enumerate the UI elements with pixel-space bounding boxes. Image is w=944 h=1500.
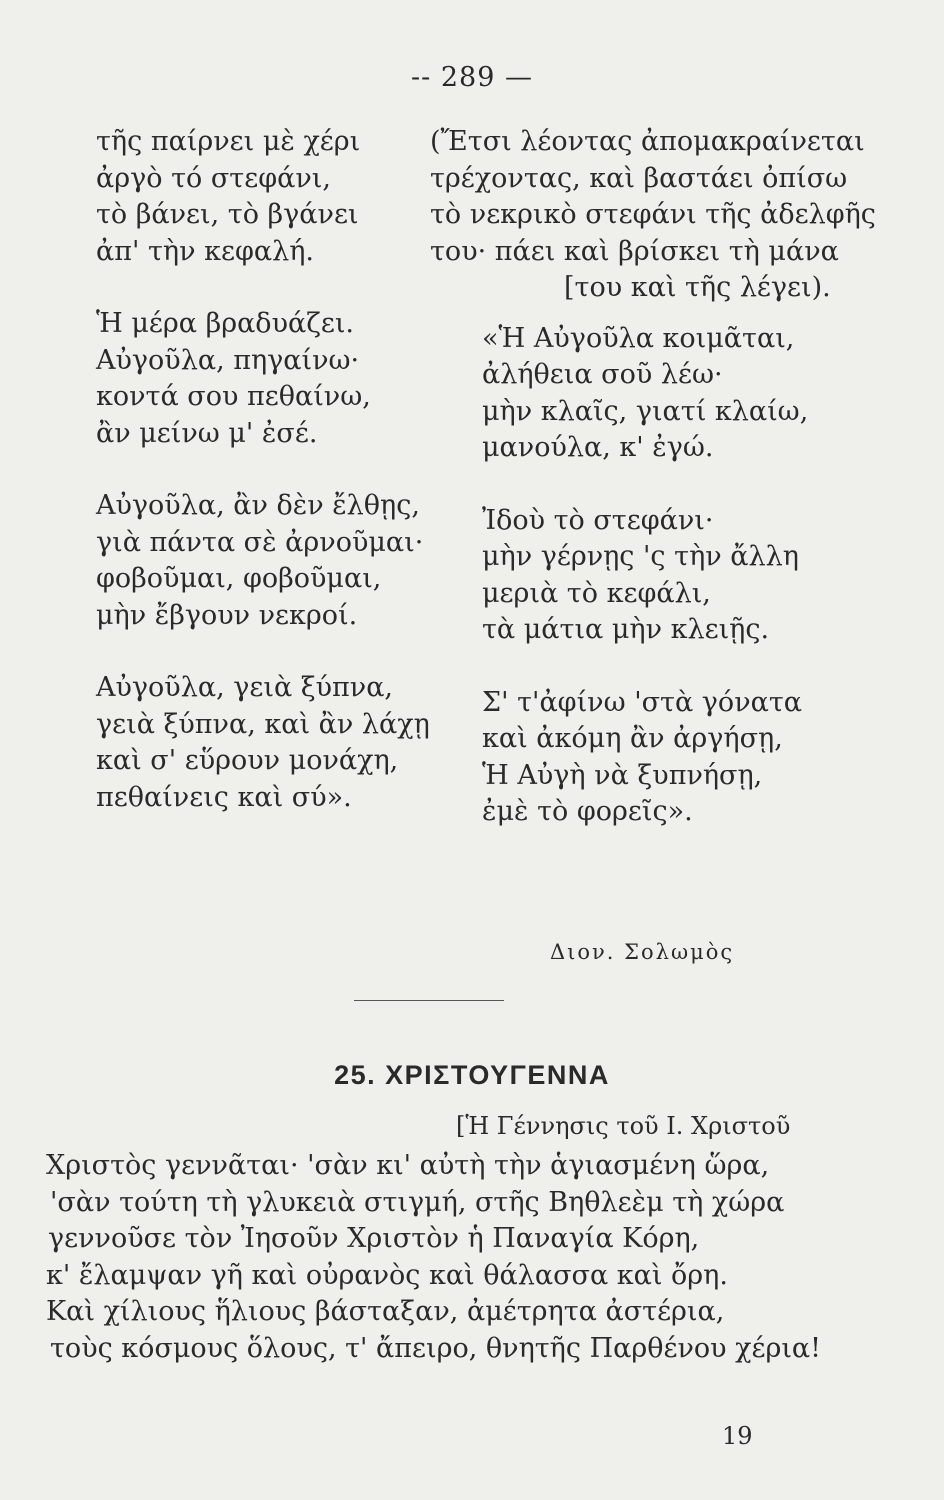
christmas-poem <box>46 1148 822 1367</box>
intro-line: (Ἔτσι λέοντας ἀπομακραίνεται <box>430 126 865 157</box>
stanza <box>96 488 436 634</box>
prose-intro <box>430 124 876 307</box>
verse-line: 'σὰν τούτη τὴ γλυκειὰ στιγμή, στῆς Βηθλεὲμ τὴ χώρα <box>50 1186 785 1218</box>
verse-line: Χριστὸς γεννᾶται· 'σὰν κι' αὐτὴ τὴν ἁγιασμένη ὥρα, <box>46 1150 770 1181</box>
verse-line: «Ἡ Αὐγοῦλα κοιμᾶται, <box>482 322 795 354</box>
stanza <box>430 503 860 649</box>
verse-line: γειὰ ξύπνα, καὶ ἂν λάχῃ <box>96 708 430 740</box>
verse-line: μὴν ἔβγουν νεκροί. <box>96 599 358 631</box>
verse-line: Αὐγοῦλα, γειὰ ξύπνα, <box>96 672 394 703</box>
stanza <box>96 670 436 816</box>
verse-line: μεριὰ τὸ κεφάλι, <box>482 577 711 609</box>
intro-line: τρέχοντας, καὶ βαστάει ὀπίσω <box>430 162 848 194</box>
verse-line: μὴν κλαῖς, γιατί κλαίω, <box>482 395 809 427</box>
verse-line: τῆς παίρνει μὲ χέρι <box>96 126 361 157</box>
stanza <box>96 306 436 452</box>
verse-line: τὰ μάτια μὴν κλειῇς. <box>482 614 770 645</box>
verse-line: ἀλήθεια σοῦ λέω· <box>482 359 723 390</box>
verse-line: Ἡ μέρα βραδυάζει. <box>96 308 355 339</box>
verse-line: γεννοῦσε τὸν Ἰησοῦν Χριστὸν ἡ Παναγία Κόρη, <box>48 1223 700 1254</box>
verse-line: κοντά σου πεθαίνω, <box>96 381 371 412</box>
stanza <box>96 124 436 270</box>
intro-line: του· πάει καὶ βρίσκει τὴ μάνα <box>430 235 839 267</box>
printer-signature: 19 <box>722 1422 753 1450</box>
page-number: -- 289 — <box>411 62 533 93</box>
verse-line: μανούλα, κ' ἐγώ. <box>482 432 714 463</box>
verse-line: καὶ ἀκόμη ἂν ἀργήσῃ, <box>482 723 783 754</box>
stanza <box>430 685 860 831</box>
author-name: Διον. Σολωμὸς <box>550 940 735 964</box>
verse-line: ἐμὲ τὸ φορεῖς». <box>482 796 693 827</box>
verse-line: τὸ βάνει, τὸ βγάνει <box>96 199 359 230</box>
intro-line: τὸ νεκρικὸ στεφάνι τῆς ἀδελφῆς <box>430 199 876 230</box>
section-divider <box>354 1000 504 1001</box>
verse-line: Ἡ Αὐγὴ νὰ ξυπνήσῃ, <box>482 759 763 791</box>
verse-line: Καὶ χίλιους ἥλιους βάσταξαν, ἀμέτρητα ἀστέρια, <box>46 1296 725 1327</box>
verse-line: μὴν γέρνῃς 'ς τὴν ἄλλη <box>482 541 799 572</box>
verse-line: ἂν μείνω μ' ἐσέ. <box>96 417 318 449</box>
verse-line: πεθαίνεις καὶ σύ». <box>96 781 352 813</box>
verse-line: ἀργὸ τό στεφάνι, <box>96 162 331 194</box>
right-poem-column <box>430 124 876 831</box>
section-subtitle: [Ἡ Γέννησις τοῦ Ι. Χριστοῦ <box>456 1112 791 1140</box>
verse-line: Αὐγοῦλα, πηγαίνω· <box>96 344 360 376</box>
verse-line: γιὰ πάντα σὲ ἀρνοῦμαι· <box>96 526 424 558</box>
left-poem-column <box>96 124 436 852</box>
stanza <box>430 321 860 467</box>
intro-line: [του καὶ τῆς λέγει). <box>564 272 831 303</box>
verse-line: Σ' τ'ἀφίνω 'στὰ γόνατα <box>482 686 803 718</box>
verse-line: τοὺς κόσμους ὅλους, τ' ἄπειρο, θνητῆς Παρθένου χέρια! <box>50 1332 822 1364</box>
verse-line: καὶ σ' εὕρουν μονάχη, <box>96 745 399 776</box>
verse-line: Αὐγοῦλα, ἂν δὲν ἔλθῃς, <box>96 490 420 521</box>
verse-line: κ' ἔλαμψαν γῆ καὶ οὐρανὸς καὶ θάλασσα καὶ ὄρη. <box>46 1259 728 1291</box>
verse-line: Ἰδοὺ τὸ στεφάνι· <box>482 504 714 536</box>
section-title: 25. ΧΡΙΣΤΟΥΓΕΝΝΑ <box>334 1060 610 1090</box>
verse-line: φοβοῦμαι, φοβοῦμαι, <box>96 563 382 594</box>
verse-line: ἀπ' τὴν κεφαλή. <box>96 235 314 267</box>
